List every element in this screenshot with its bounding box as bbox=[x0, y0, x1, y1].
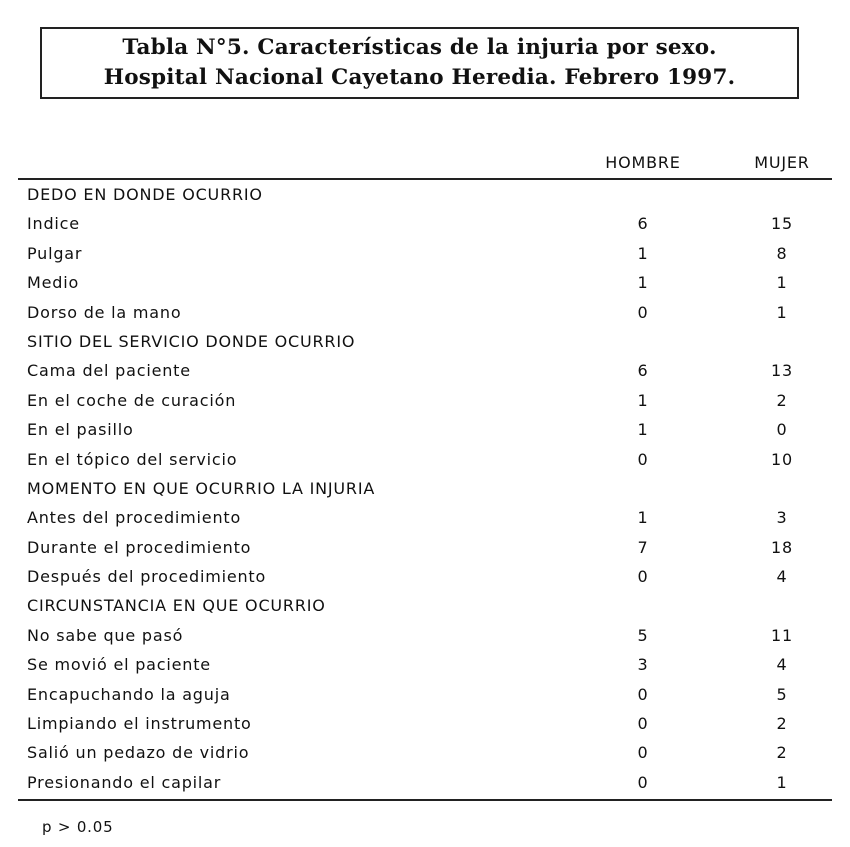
bottom-rule bbox=[18, 799, 832, 801]
cell-mujer: 11 bbox=[771, 625, 793, 645]
cell-mujer: 18 bbox=[771, 537, 793, 557]
cell-mujer: 1 bbox=[776, 772, 788, 792]
row-label: Salió un pedazo de vidrio bbox=[27, 743, 250, 763]
cell-hombre: 0 bbox=[637, 772, 649, 792]
data-table bbox=[18, 148, 832, 801]
table-title-line-2: Hospital Nacional Cayetano Heredia. Febrero 1997. bbox=[103, 65, 736, 90]
table-row bbox=[18, 503, 832, 532]
column-header-mujer: MUJER bbox=[754, 153, 810, 172]
cell-hombre: 1 bbox=[637, 390, 649, 410]
table-row bbox=[18, 738, 832, 767]
column-header-hombre: HOMBRE bbox=[605, 153, 681, 172]
cell-hombre: 0 bbox=[637, 684, 649, 704]
cell-mujer: 3 bbox=[776, 508, 788, 528]
row-label: Medio bbox=[27, 273, 80, 293]
cell-hombre: 6 bbox=[637, 361, 649, 381]
table-row bbox=[18, 680, 832, 709]
cell-hombre: 6 bbox=[637, 214, 649, 234]
cell-mujer: 8 bbox=[776, 243, 788, 263]
cell-mujer: 4 bbox=[776, 655, 788, 675]
table-row bbox=[18, 415, 832, 444]
table-row bbox=[18, 768, 832, 797]
cell-hombre: 0 bbox=[637, 567, 649, 587]
table-row bbox=[18, 327, 832, 356]
table-row bbox=[18, 533, 832, 562]
row-label: DEDO EN DONDE OCURRIO bbox=[27, 185, 263, 204]
cell-mujer: 10 bbox=[771, 449, 793, 469]
cell-hombre: 3 bbox=[637, 655, 649, 675]
row-label: Presionando el capilar bbox=[27, 772, 222, 792]
table-row bbox=[18, 180, 832, 209]
table-title-line-1: Tabla N°5. Características de la injuria por sexo. bbox=[122, 35, 717, 60]
row-label: Pulgar bbox=[27, 243, 83, 263]
row-label: Durante el procedimiento bbox=[27, 537, 252, 557]
table-row bbox=[18, 268, 832, 297]
table-row bbox=[18, 562, 832, 591]
table-title-box bbox=[40, 27, 799, 99]
table-row bbox=[18, 474, 832, 503]
cell-mujer: 1 bbox=[776, 273, 788, 293]
cell-mujer: 2 bbox=[776, 390, 788, 410]
row-label: Después del procedimiento bbox=[27, 567, 267, 587]
row-label: En el pasillo bbox=[27, 420, 134, 440]
cell-hombre: 1 bbox=[637, 508, 649, 528]
row-label: CIRCUNSTANCIA EN QUE OCURRIO bbox=[27, 596, 326, 616]
table-row bbox=[18, 650, 832, 679]
cell-mujer: 0 bbox=[776, 420, 788, 440]
table-header-row bbox=[18, 148, 832, 178]
table-body bbox=[18, 180, 832, 797]
cell-hombre: 0 bbox=[637, 449, 649, 469]
row-label: Cama del paciente bbox=[27, 361, 191, 381]
row-label: No sabe que pasó bbox=[27, 625, 184, 645]
row-label: Encapuchando la aguja bbox=[27, 684, 231, 704]
cell-hombre: 5 bbox=[637, 625, 649, 645]
table-row bbox=[18, 709, 832, 738]
cell-mujer: 4 bbox=[776, 567, 788, 587]
row-label: Limpiando el instrumento bbox=[27, 714, 252, 734]
row-label: En el tópico del servicio bbox=[27, 449, 238, 469]
row-label: Se movió el paciente bbox=[27, 655, 211, 675]
row-label: Dorso de la mano bbox=[27, 302, 182, 322]
row-label: Antes del procedimiento bbox=[27, 508, 242, 528]
footnote: p > 0.05 bbox=[42, 818, 114, 836]
cell-hombre: 1 bbox=[637, 243, 649, 263]
cell-mujer: 2 bbox=[776, 714, 788, 734]
row-label: Indice bbox=[27, 214, 80, 234]
table-row bbox=[18, 591, 832, 620]
cell-hombre: 7 bbox=[637, 537, 649, 557]
table-row bbox=[18, 621, 832, 650]
cell-mujer: 5 bbox=[776, 684, 788, 704]
cell-mujer: 2 bbox=[776, 743, 788, 763]
cell-hombre: 1 bbox=[637, 420, 649, 440]
cell-hombre: 0 bbox=[637, 714, 649, 734]
row-label: MOMENTO EN QUE OCURRIO LA INJURIA bbox=[27, 478, 376, 498]
cell-hombre: 1 bbox=[637, 273, 649, 293]
table-row bbox=[18, 209, 832, 238]
row-label: SITIO DEL SERVICIO DONDE OCURRIO bbox=[27, 331, 356, 351]
table-row bbox=[18, 239, 832, 268]
table-row bbox=[18, 386, 832, 415]
cell-mujer: 1 bbox=[776, 302, 788, 322]
cell-mujer: 15 bbox=[771, 214, 793, 234]
table-row bbox=[18, 356, 832, 385]
table-row bbox=[18, 298, 832, 327]
row-label: En el coche de curación bbox=[27, 390, 237, 410]
cell-hombre: 0 bbox=[637, 743, 649, 763]
table-row bbox=[18, 445, 832, 474]
cell-hombre: 0 bbox=[637, 302, 649, 322]
cell-mujer: 13 bbox=[771, 361, 793, 381]
